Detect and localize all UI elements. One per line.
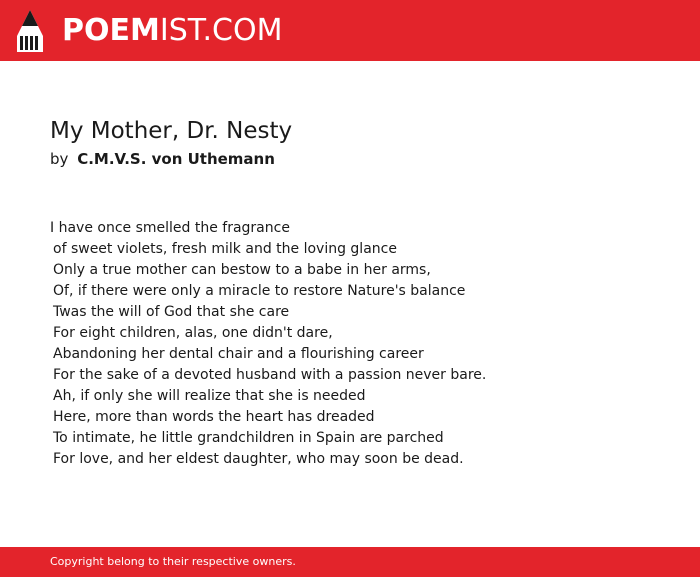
poem-line: Abandoning her dental chair and a flourishing career [53,346,424,362]
poem-line: of sweet violets, fresh milk and the loving glance [53,241,397,257]
site-logo-text[interactable] [62,12,282,50]
poem-line: Ah, if only she will realize that she is needed [53,388,366,404]
poem-line: Here, more than words the heart has dreaded [53,409,375,425]
copyright-text: Copyright belong to their respective owners. [50,555,296,568]
poem-line: Of, if there were only a miracle to restore Nature's balance [53,283,466,299]
by-label: by [50,150,69,168]
poem-line: Twas the will of God that she care [53,304,290,320]
poem-line: For love, and her eldest daughter, who may soon be dead. [53,451,464,467]
poem-title: My Mother, Dr. Nesty [50,118,293,144]
poem-line: I have once smelled the fragrance [50,220,290,236]
poem-line: For the sake of a devoted husband with a passion never bare. [53,367,487,383]
poem-byline [50,148,275,170]
poem-line: To intimate, he little grandchildren in Spain are parched [53,430,444,446]
site-footer [0,547,700,577]
poem-body [50,218,670,470]
site-header [0,0,700,61]
author-link[interactable]: C.M.V.S. von Uthemann [77,150,275,168]
pencil-icon[interactable] [17,10,43,52]
logo-light-part: IST.COM [159,13,283,48]
logo-bold-part: POEM [62,13,160,48]
poem-line: For eight children, alas, one didn't dare, [53,325,333,341]
poem-line: Only a true mother can bestow to a babe in her arms, [53,262,431,278]
